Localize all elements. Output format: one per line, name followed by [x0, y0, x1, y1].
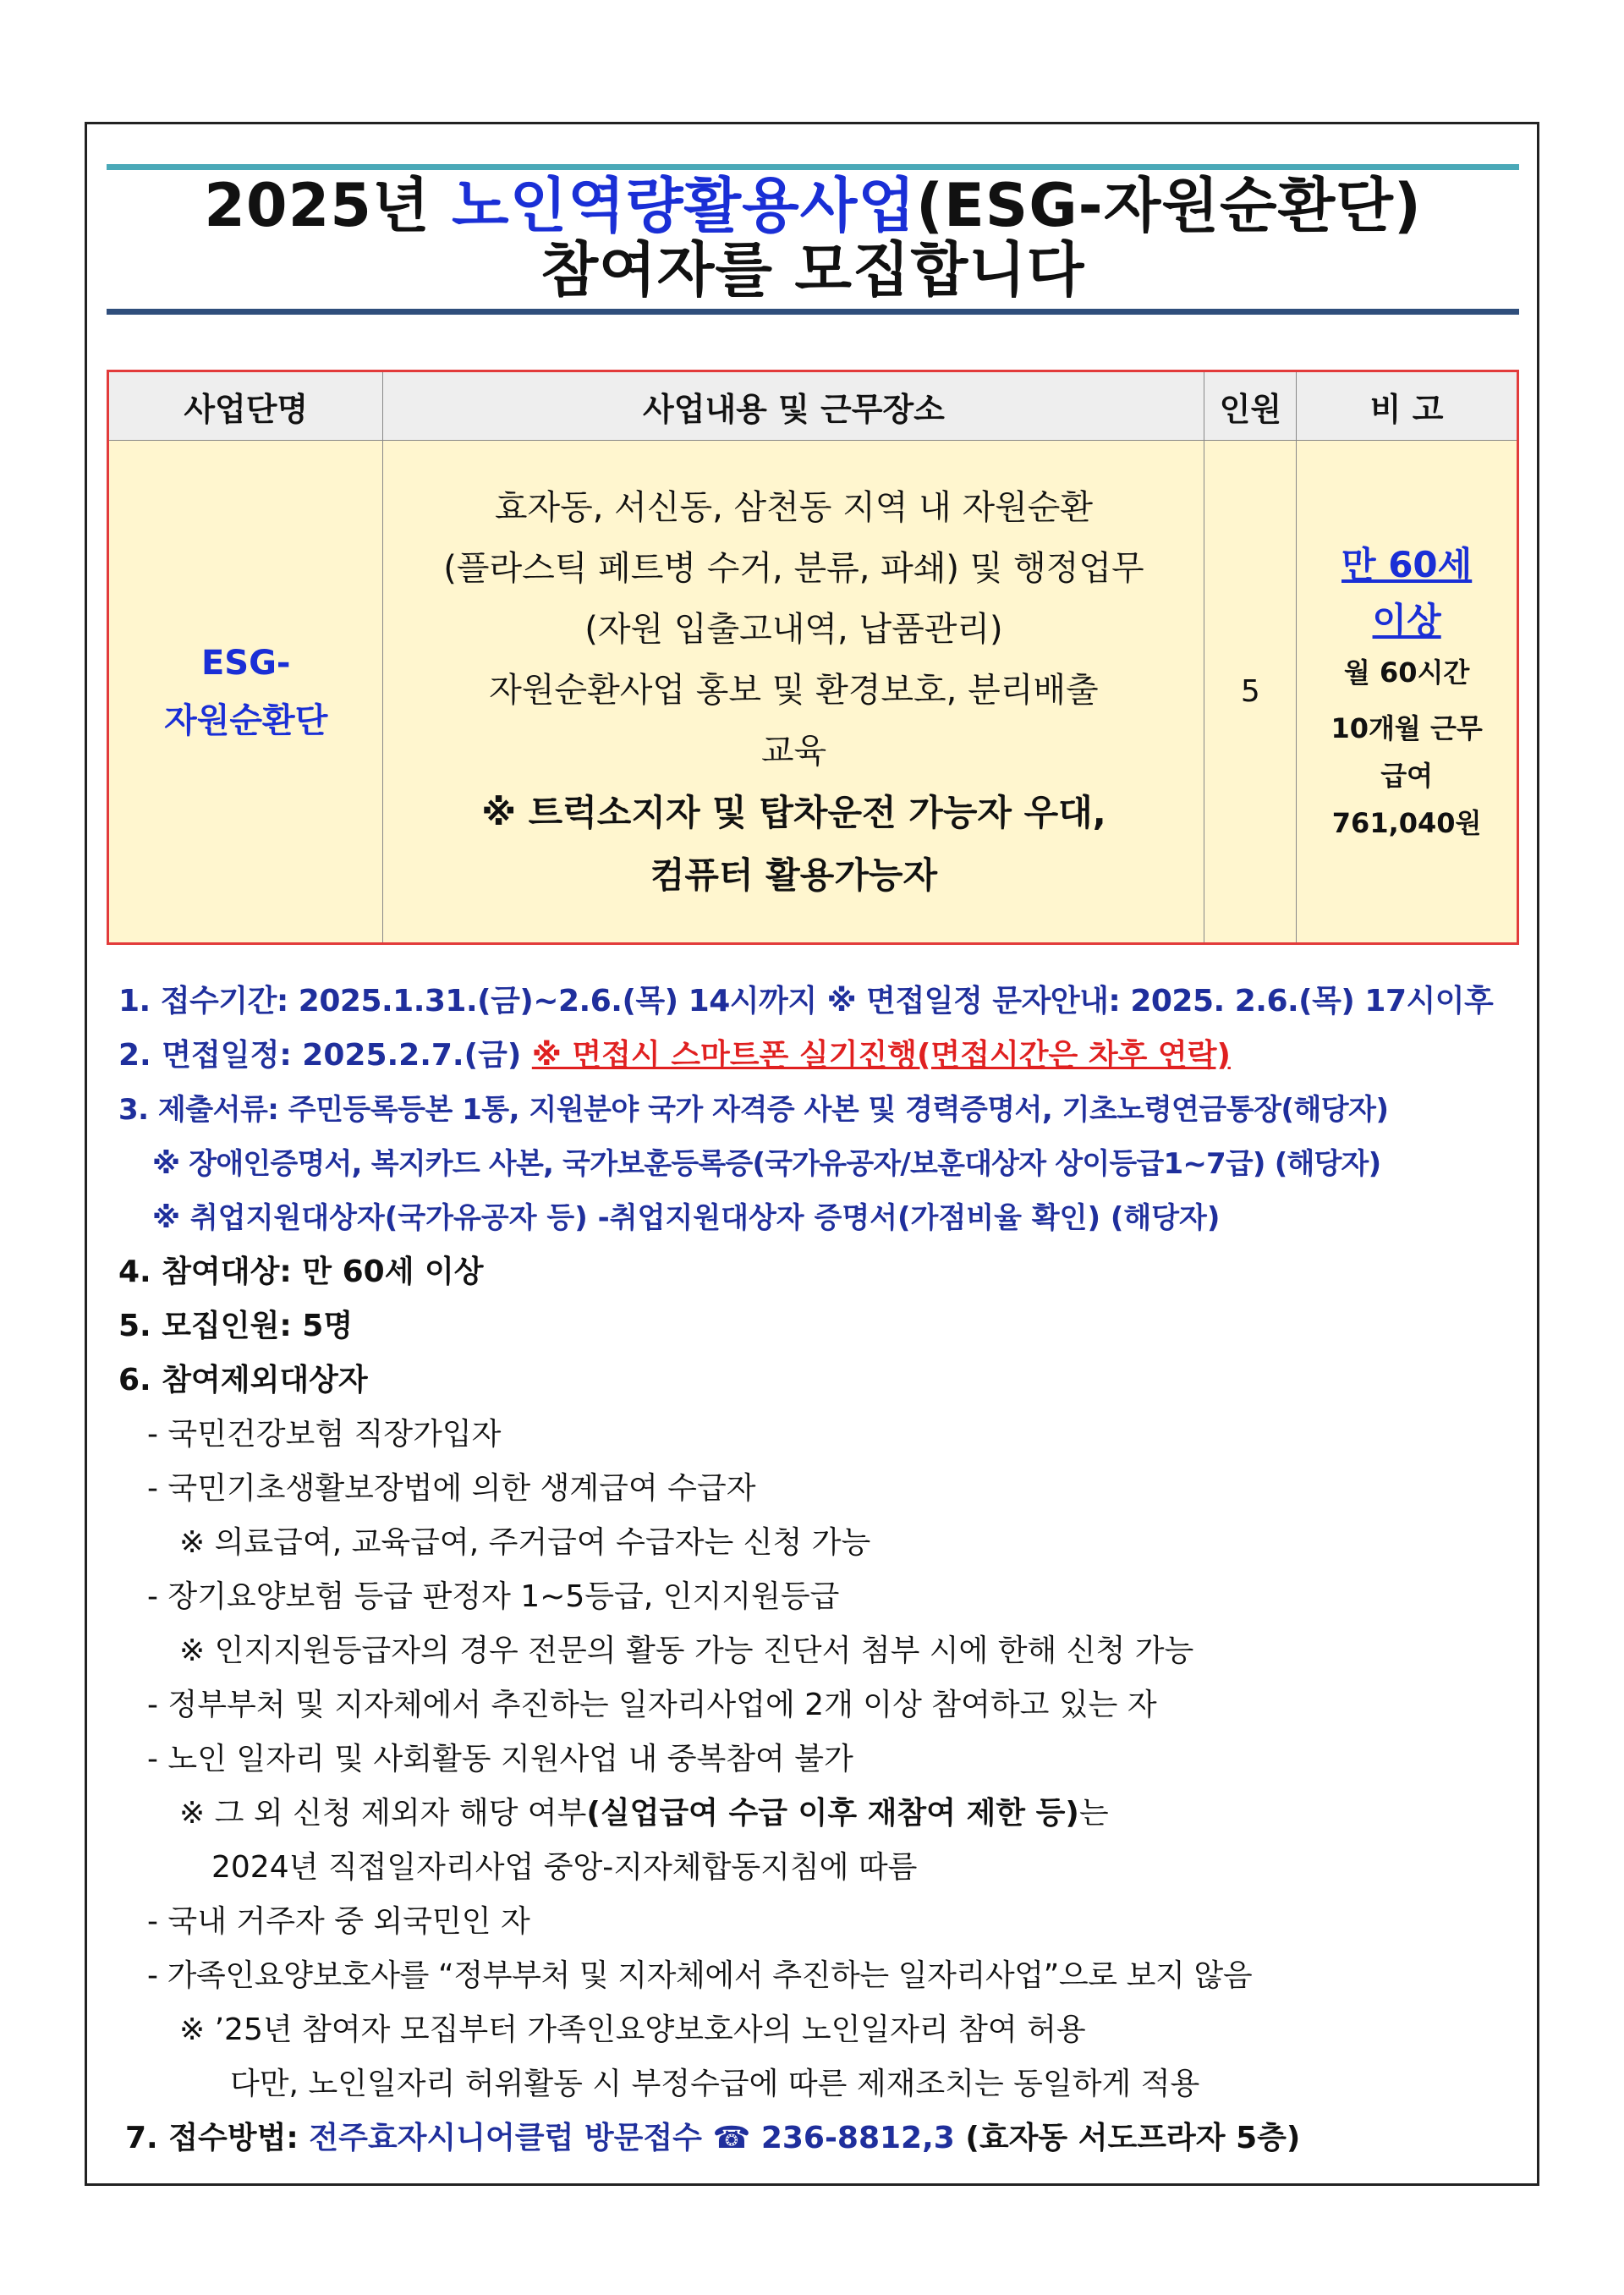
exclusion-item: - 국민기초생활보장법에 의한 생계급여 수급자 [147, 1471, 756, 1506]
exclusion-item: - 국민건강보험 직장가입자 [147, 1417, 502, 1452]
title-line-2: 참여자를 모집합니다 [540, 235, 1085, 305]
content-line: (플라스틱 페트병 수거, 분류, 파쇄) 및 행정업무 [443, 548, 1144, 588]
age-requirement: 만 60세 [1341, 543, 1473, 585]
header-unit: 사업단명 [108, 371, 383, 441]
exclusion-item: - 정부부처 및 지자체에서 추진하는 일자리사업에 2개 이상 참여하고 있는 자 [147, 1688, 1157, 1722]
interview-note: ※ 면접시 스마트폰 실기진행(면접시간은 차후 연락) [531, 1038, 1231, 1073]
table-header-row [108, 371, 1518, 441]
age-requirement: 이상 [1372, 599, 1441, 641]
exclusion-note: ※ ’25년 참여자 모집부터 가족인요양보호사의 노인일자리 참여 허용 [179, 2012, 1086, 2047]
exclusion-note-text: 는 [1078, 1796, 1109, 1831]
title-top-rule [107, 164, 1519, 170]
table-row [108, 441, 1518, 944]
page-title [107, 171, 1519, 305]
method-place-phone: 전주효자시니어클럽 방문접수 ☎ 236-8812,3 [309, 2121, 955, 2155]
item-documents: 3. 제출서류: 주민등록등본 1통, 지원분야 국가 자격증 사본 및 경력증명서, 기초노령연금통장(해당자) [118, 1093, 1389, 1127]
work-period: 10개월 근무 [1330, 711, 1483, 744]
unit-name-line: 자원순환단 [164, 700, 328, 740]
header-note: 비 고 [1297, 371, 1518, 441]
title-line-1 [107, 173, 1519, 238]
method-label: 7. 접수방법: [125, 2121, 310, 2155]
header-count: 인원 [1204, 371, 1297, 441]
salary-label: 급여 [1380, 759, 1434, 792]
program-table [107, 370, 1519, 945]
item-eligibility: 4. 참여대상: 만 60세 이상 [118, 1255, 484, 1289]
exclusion-item: - 장기요양보험 등급 판정자 1~5등급, 인지지원등급 [147, 1579, 840, 1614]
item-application-method [118, 2111, 1539, 2166]
documents-note-2: ※ 취업지원대상자(국가유공자 등) -취업지원대상자 증명서(가점비율 확인) (해당자) [152, 1201, 1221, 1235]
item-application-period: 1. 접수기간: 2025.1.31.(금)~2.6.(목) 14시까지 ※ 면접일정 문자안내: 2025. 2.6.(목) 17시이후 [118, 984, 1494, 1018]
item-recruit-count: 5. 모집인원: 5명 [118, 1309, 354, 1343]
note-cell [1297, 441, 1518, 944]
exclusion-note: ※ 의료급여, 교육급여, 주거급여 수급자는 신청 가능 [179, 1525, 871, 1560]
content-line: 효자동, 서신동, 삼천동 지역 내 자원순환 [494, 487, 1094, 527]
exclusion-note: 다만, 노인일자리 허위활동 시 부정수급에 따른 제재조치는 동일하게 적용 [230, 2067, 1200, 2101]
exclusion-item: - 노인 일자리 및 사회활동 지원사업 내 중복참여 불가 [147, 1742, 853, 1776]
interview-date: 2. 면접일정: 2025.2.7.(금) [118, 1038, 532, 1073]
exclusion-item: - 국내 거주자 중 외국민인 자 [147, 1904, 530, 1939]
count-cell: 5 [1204, 441, 1297, 944]
recruitment-details [118, 975, 1539, 2166]
item-interview-date [118, 1029, 1539, 1083]
salary-amount: 761,040원 [1331, 806, 1482, 839]
title-bottom-rule [107, 309, 1519, 315]
method-address: (효자동 서도프라자 5층) [954, 2121, 1301, 2155]
content-line: 교육 [760, 731, 827, 771]
title-program: 노인역량활용사업 [452, 171, 916, 240]
content-line: 자원순환사업 홍보 및 환경보호, 분리배출 [489, 670, 1099, 710]
preference-note: ※ 트럭소지자 및 탑차운전 가능자 우대, [481, 791, 1106, 833]
unit-name-line: ESG- [200, 643, 291, 683]
exclusion-note [118, 1787, 1539, 1841]
exclusion-note: 2024년 직접일자리사업 중앙-지자체합동지침에 따름 [211, 1850, 918, 1885]
item-exclusions: 6. 참여제외대상자 [118, 1363, 368, 1397]
exclusion-item: - 가족인요양보호사를 “정부부처 및 지자체에서 추진하는 일자리사업”으로 보지 않음 [147, 1958, 1253, 1993]
content-line: (자원 입출고내역, 납품관리) [584, 609, 1003, 649]
exclusion-note-text: ※ 그 외 신청 제외자 해당 여부 [179, 1796, 587, 1831]
documents-note-1: ※ 장애인증명서, 복지카드 사본, 국가보훈등록증(국가유공자/보훈대상자 상이등급1~7급) (해당자) [152, 1147, 1381, 1181]
title-unit: (ESG-자원순환단) [915, 171, 1422, 240]
header-content: 사업내용 및 근무장소 [383, 371, 1204, 441]
exclusion-note: ※ 인지지원등급자의 경우 전문의 활동 가능 진단서 첨부 시에 한해 신청 가능 [179, 1633, 1194, 1668]
content-cell [383, 441, 1204, 944]
unit-name-cell [108, 441, 383, 944]
exclusion-note-bold: (실업급여 수급 이후 재참여 제한 등) [586, 1796, 1079, 1831]
preference-note: 컴퓨터 활용가능자 [650, 854, 938, 896]
title-year: 2025년 [204, 171, 453, 240]
work-hours: 월 60시간 [1343, 656, 1470, 689]
